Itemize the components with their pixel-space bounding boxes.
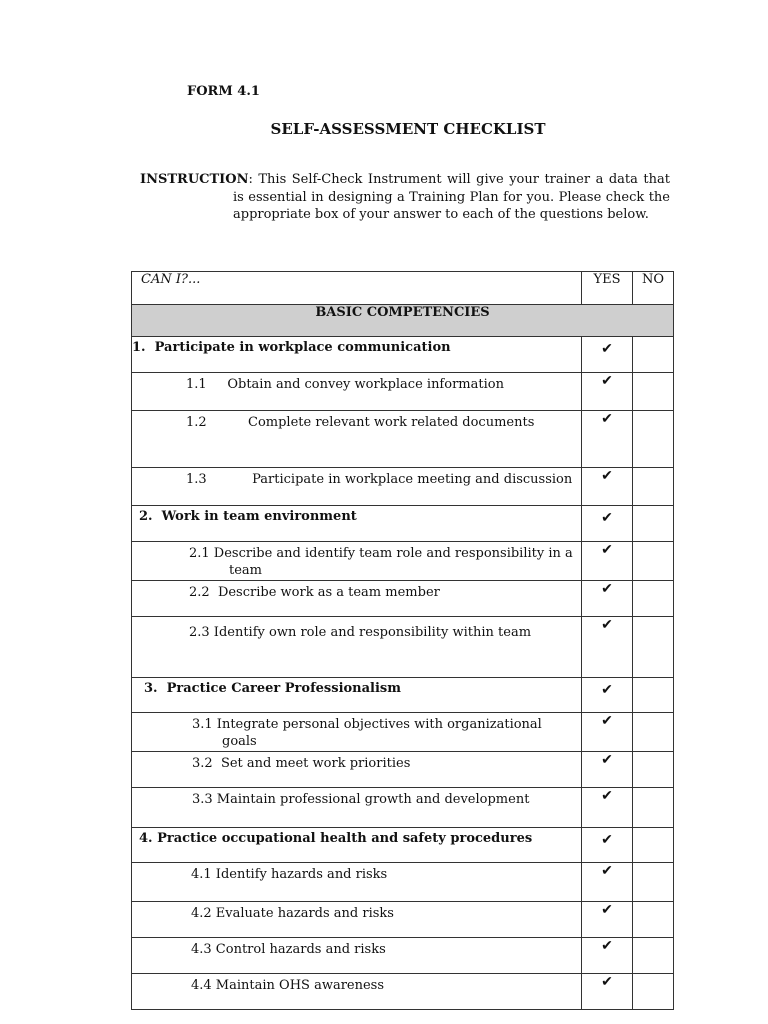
yes-checkbox[interactable]: [582, 373, 633, 411]
row-text: 4.1 Identify hazards and risks: [132, 863, 582, 902]
check-icon: ✔: [601, 617, 613, 633]
check-icon: ✔: [601, 713, 613, 729]
row-text: 3.2 Set and meet work priorities: [132, 752, 582, 788]
check-icon: ✔: [601, 542, 613, 558]
no-checkbox[interactable]: [633, 468, 674, 506]
sub-competency-row: [132, 788, 674, 828]
row-text: 1.1 Obtain and convey workplace information: [132, 373, 582, 411]
instruction-text: : This Self-Check Instrument will give your trainer a data that is essential in designing a Training Plan for you. Please check the appropriate box of your answer to each of the questions below.: [233, 172, 670, 222]
row-text: 1.2 Complete relevant work related documents: [132, 411, 582, 468]
no-checkbox[interactable]: [633, 617, 674, 678]
no-checkbox[interactable]: [633, 974, 674, 1010]
check-icon: ✔: [601, 373, 613, 389]
no-checkbox[interactable]: [633, 373, 674, 411]
sub-competency-row: [132, 713, 674, 752]
row-text: 4. Practice occupational health and safety procedures: [132, 828, 582, 863]
yes-checkbox[interactable]: [582, 411, 633, 468]
yes-checkbox[interactable]: [582, 506, 633, 542]
sub-competency-row: [132, 617, 674, 678]
row-text: 4.4 Maintain OHS awareness: [132, 974, 582, 1010]
sub-competency-row: [132, 373, 674, 411]
no-checkbox[interactable]: [633, 752, 674, 788]
no-checkbox[interactable]: [633, 542, 674, 581]
sub-competency-row: [132, 902, 674, 938]
sub-competency-row: [132, 542, 674, 581]
yes-checkbox[interactable]: [582, 902, 633, 938]
row-text: 4.2 Evaluate hazards and risks: [132, 902, 582, 938]
check-icon: ✔: [601, 752, 613, 768]
sub-competency-row: [132, 411, 674, 468]
sub-competency-row: [132, 752, 674, 788]
check-icon: ✔: [601, 974, 613, 990]
instruction-paragraph: [140, 171, 670, 224]
check-icon: ✔: [601, 788, 613, 804]
yes-checkbox[interactable]: [582, 974, 633, 1010]
instruction-label: INSTRUCTION: [140, 172, 249, 187]
yes-checkbox[interactable]: [582, 713, 633, 752]
sub-competency-row: [132, 974, 674, 1010]
no-checkbox[interactable]: [633, 713, 674, 752]
yes-checkbox[interactable]: [582, 863, 633, 902]
yes-checkbox[interactable]: [582, 617, 633, 678]
sub-competency-row: [132, 581, 674, 617]
sub-competency-row: [132, 863, 674, 902]
check-icon: ✔: [601, 341, 613, 357]
no-checkbox[interactable]: [633, 938, 674, 974]
header-question: CAN I?...: [132, 272, 582, 305]
yes-checkbox[interactable]: [582, 468, 633, 506]
no-checkbox[interactable]: [633, 902, 674, 938]
section-row: [132, 305, 674, 337]
yes-checkbox[interactable]: [582, 542, 633, 581]
no-checkbox[interactable]: [633, 581, 674, 617]
check-icon: ✔: [601, 468, 613, 484]
no-checkbox[interactable]: [633, 506, 674, 542]
competency-row: [132, 337, 674, 373]
yes-checkbox[interactable]: [582, 337, 633, 373]
yes-checkbox[interactable]: [582, 752, 633, 788]
no-checkbox[interactable]: [633, 863, 674, 902]
check-icon: ✔: [601, 411, 613, 427]
competency-row: [132, 828, 674, 863]
yes-checkbox[interactable]: [582, 828, 633, 863]
row-text: 4.3 Control hazards and risks: [132, 938, 582, 974]
sub-competency-row: [132, 468, 674, 506]
no-checkbox[interactable]: [633, 828, 674, 863]
check-icon: ✔: [601, 938, 613, 954]
row-text: 2. Work in team environment: [132, 506, 582, 542]
check-icon: ✔: [601, 832, 613, 848]
competency-row: [132, 678, 674, 713]
check-icon: ✔: [601, 863, 613, 879]
form-number: FORM 4.1: [187, 84, 260, 99]
row-text: 1.3 Participate in workplace meeting and discussion: [132, 468, 582, 506]
page-title: SELF-ASSESSMENT CHECKLIST: [270, 120, 546, 138]
yes-checkbox[interactable]: [582, 938, 633, 974]
yes-checkbox[interactable]: [582, 581, 633, 617]
row-text: 1. Participate in workplace communication: [132, 337, 582, 373]
yes-checkbox[interactable]: [582, 678, 633, 713]
competency-row: [132, 506, 674, 542]
check-icon: ✔: [601, 902, 613, 918]
yes-checkbox[interactable]: [582, 788, 633, 828]
section-title: BASIC COMPETENCIES: [132, 305, 674, 337]
no-checkbox[interactable]: [633, 678, 674, 713]
check-icon: ✔: [601, 581, 613, 597]
row-text: 2.3 Identify own role and responsibility within team: [132, 617, 582, 678]
row-text: 3.3 Maintain professional growth and development: [132, 788, 582, 828]
no-checkbox[interactable]: [633, 337, 674, 373]
row-text: 3.1 Integrate personal objectives with organizational goals: [132, 713, 582, 752]
no-checkbox[interactable]: [633, 788, 674, 828]
check-icon: ✔: [601, 510, 613, 526]
table-header-row: [132, 272, 674, 305]
row-text: 2.2 Describe work as a team member: [132, 581, 582, 617]
row-text: 2.1 Describe and identify team role and responsibility in a team: [132, 542, 582, 581]
row-text: 3. Practice Career Professionalism: [132, 678, 582, 713]
header-no: NO: [633, 272, 674, 305]
no-checkbox[interactable]: [633, 411, 674, 468]
sub-competency-row: [132, 938, 674, 974]
self-assessment-table: [131, 271, 674, 1010]
header-yes: YES: [582, 272, 633, 305]
check-icon: ✔: [601, 682, 613, 698]
